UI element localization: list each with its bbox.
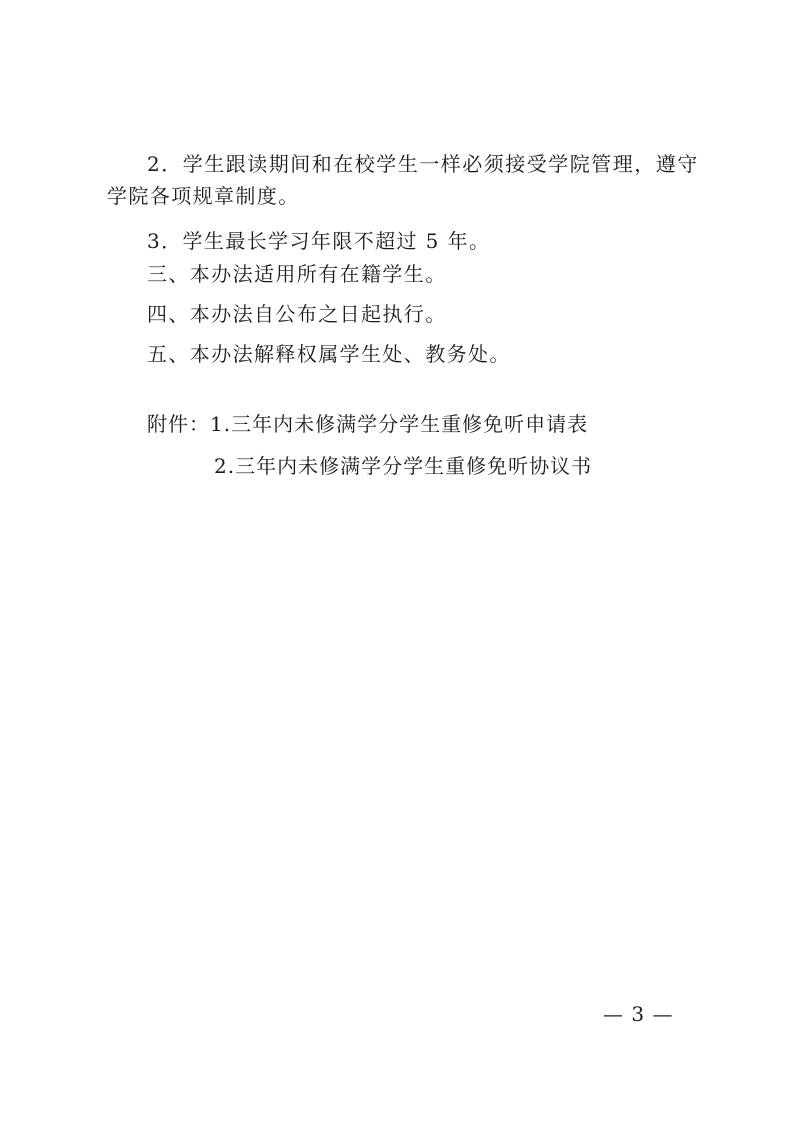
- paragraph-item-3: 3．学生最长学习年限不超过 5 年。: [147, 229, 491, 253]
- attachment-line-1: 附件：1.三年内未修满学分学生重修免听申请表: [147, 412, 589, 436]
- paragraph-item-2: 2．学生跟读期间和在校学生一样必须接受学院管理，遵守: [147, 152, 699, 176]
- paragraph-section-5: 五、本办法解释权属学生处、教务处。: [147, 342, 511, 366]
- page-number: — 3 —: [603, 1002, 674, 1026]
- paragraph-item-2-continuation: 学院各项规章制度。: [107, 184, 300, 208]
- paragraph-section-3: 三、本办法适用所有在籍学生。: [147, 262, 447, 286]
- paragraph-section-4: 四、本办法自公布之日起执行。: [147, 302, 447, 326]
- attachment-line-2: 2.三年内未修满学分学生重修免听协议书: [214, 454, 593, 478]
